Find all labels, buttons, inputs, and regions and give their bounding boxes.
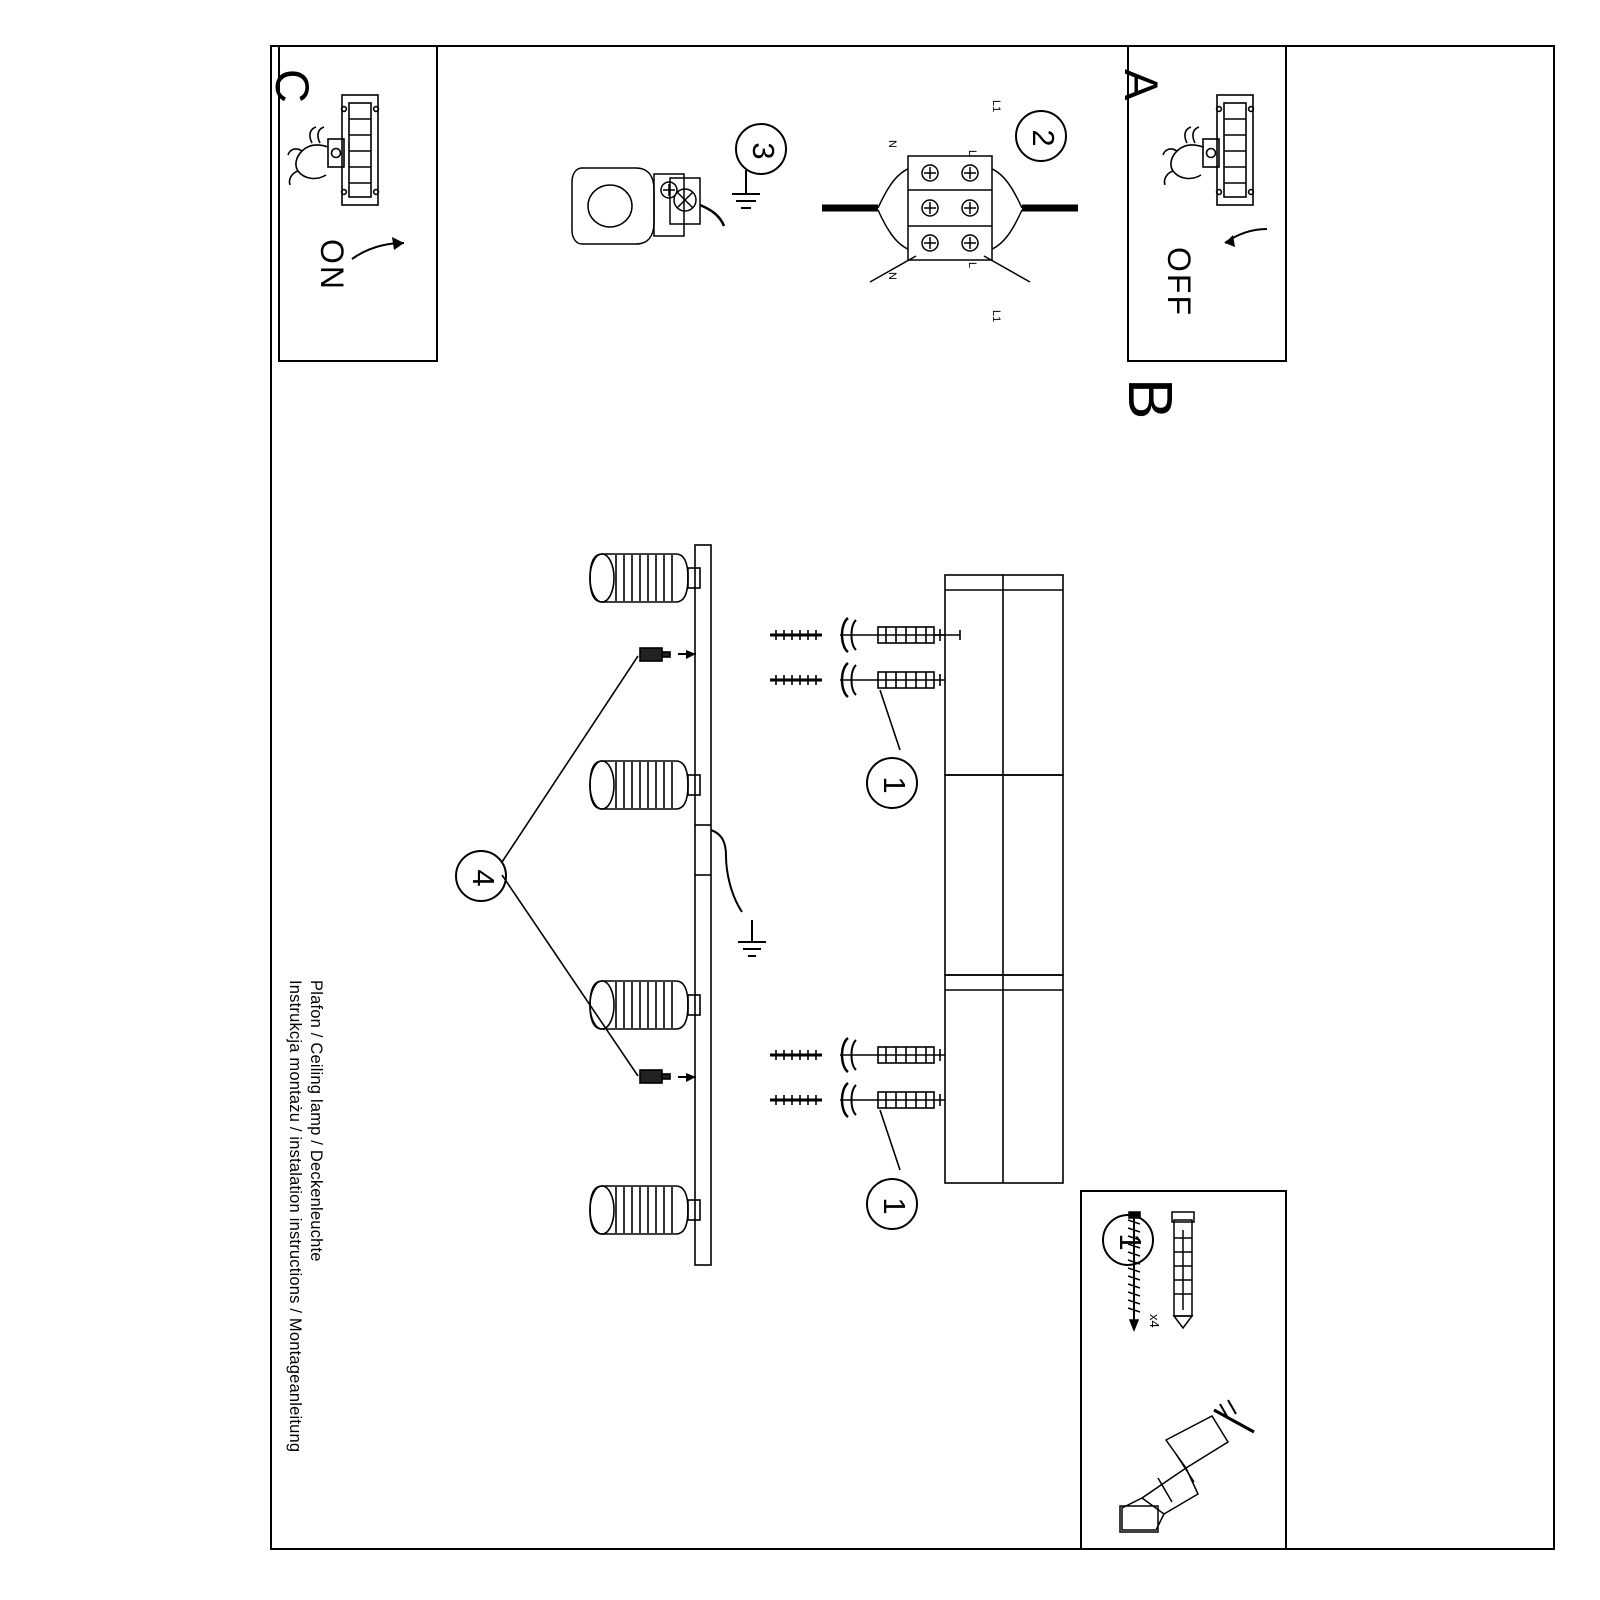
step-4-badge: 4 (455, 850, 507, 902)
caption-line-1: Instrukcja montażu / instalation instructions / Montageanleitung (286, 980, 304, 1453)
step-1-badge-parts: 1 (1102, 1214, 1154, 1266)
panel-c-state-label: ON (314, 239, 350, 291)
step-2-badge: 2 (1015, 110, 1067, 162)
terminal-label-l1-left: L1 (990, 100, 1002, 113)
panel-a (1115, 45, 1287, 362)
terminal-label-n-left: N (886, 140, 898, 148)
terminal-block-diagram (820, 130, 1080, 290)
hand-switch-icon (280, 47, 440, 364)
terminal-label-l-left: L (966, 150, 978, 157)
terminal-label-l-right: L (966, 262, 978, 269)
panel-parts-and-tools (1080, 1190, 1287, 1550)
step-3-badge: 3 (735, 123, 787, 175)
panel-a-letter: A (1115, 69, 1168, 102)
caption-line-2: Plafon / Ceiling lamp / Deckenleuchte (307, 980, 325, 1262)
panel-c-letter: C (266, 69, 319, 104)
panel-b-letter-wrap (1114, 378, 1185, 420)
terminal-label-n-right: N (886, 272, 898, 280)
earth-clamp-diagram (570, 150, 770, 290)
panel-a-state-label: OFF (1161, 247, 1197, 317)
step-1-badge-top: 1 (866, 757, 918, 809)
main-assembly-diagram (440, 520, 1200, 1300)
panel-b-letter: B (1115, 378, 1184, 421)
step-1-badge-bottom: 1 (866, 1178, 918, 1230)
panel-c (266, 45, 438, 362)
hand-switch-icon (1129, 47, 1289, 364)
terminal-label-l1-right: L1 (990, 310, 1002, 323)
parts-quantity-label: x4 (1147, 1314, 1162, 1328)
